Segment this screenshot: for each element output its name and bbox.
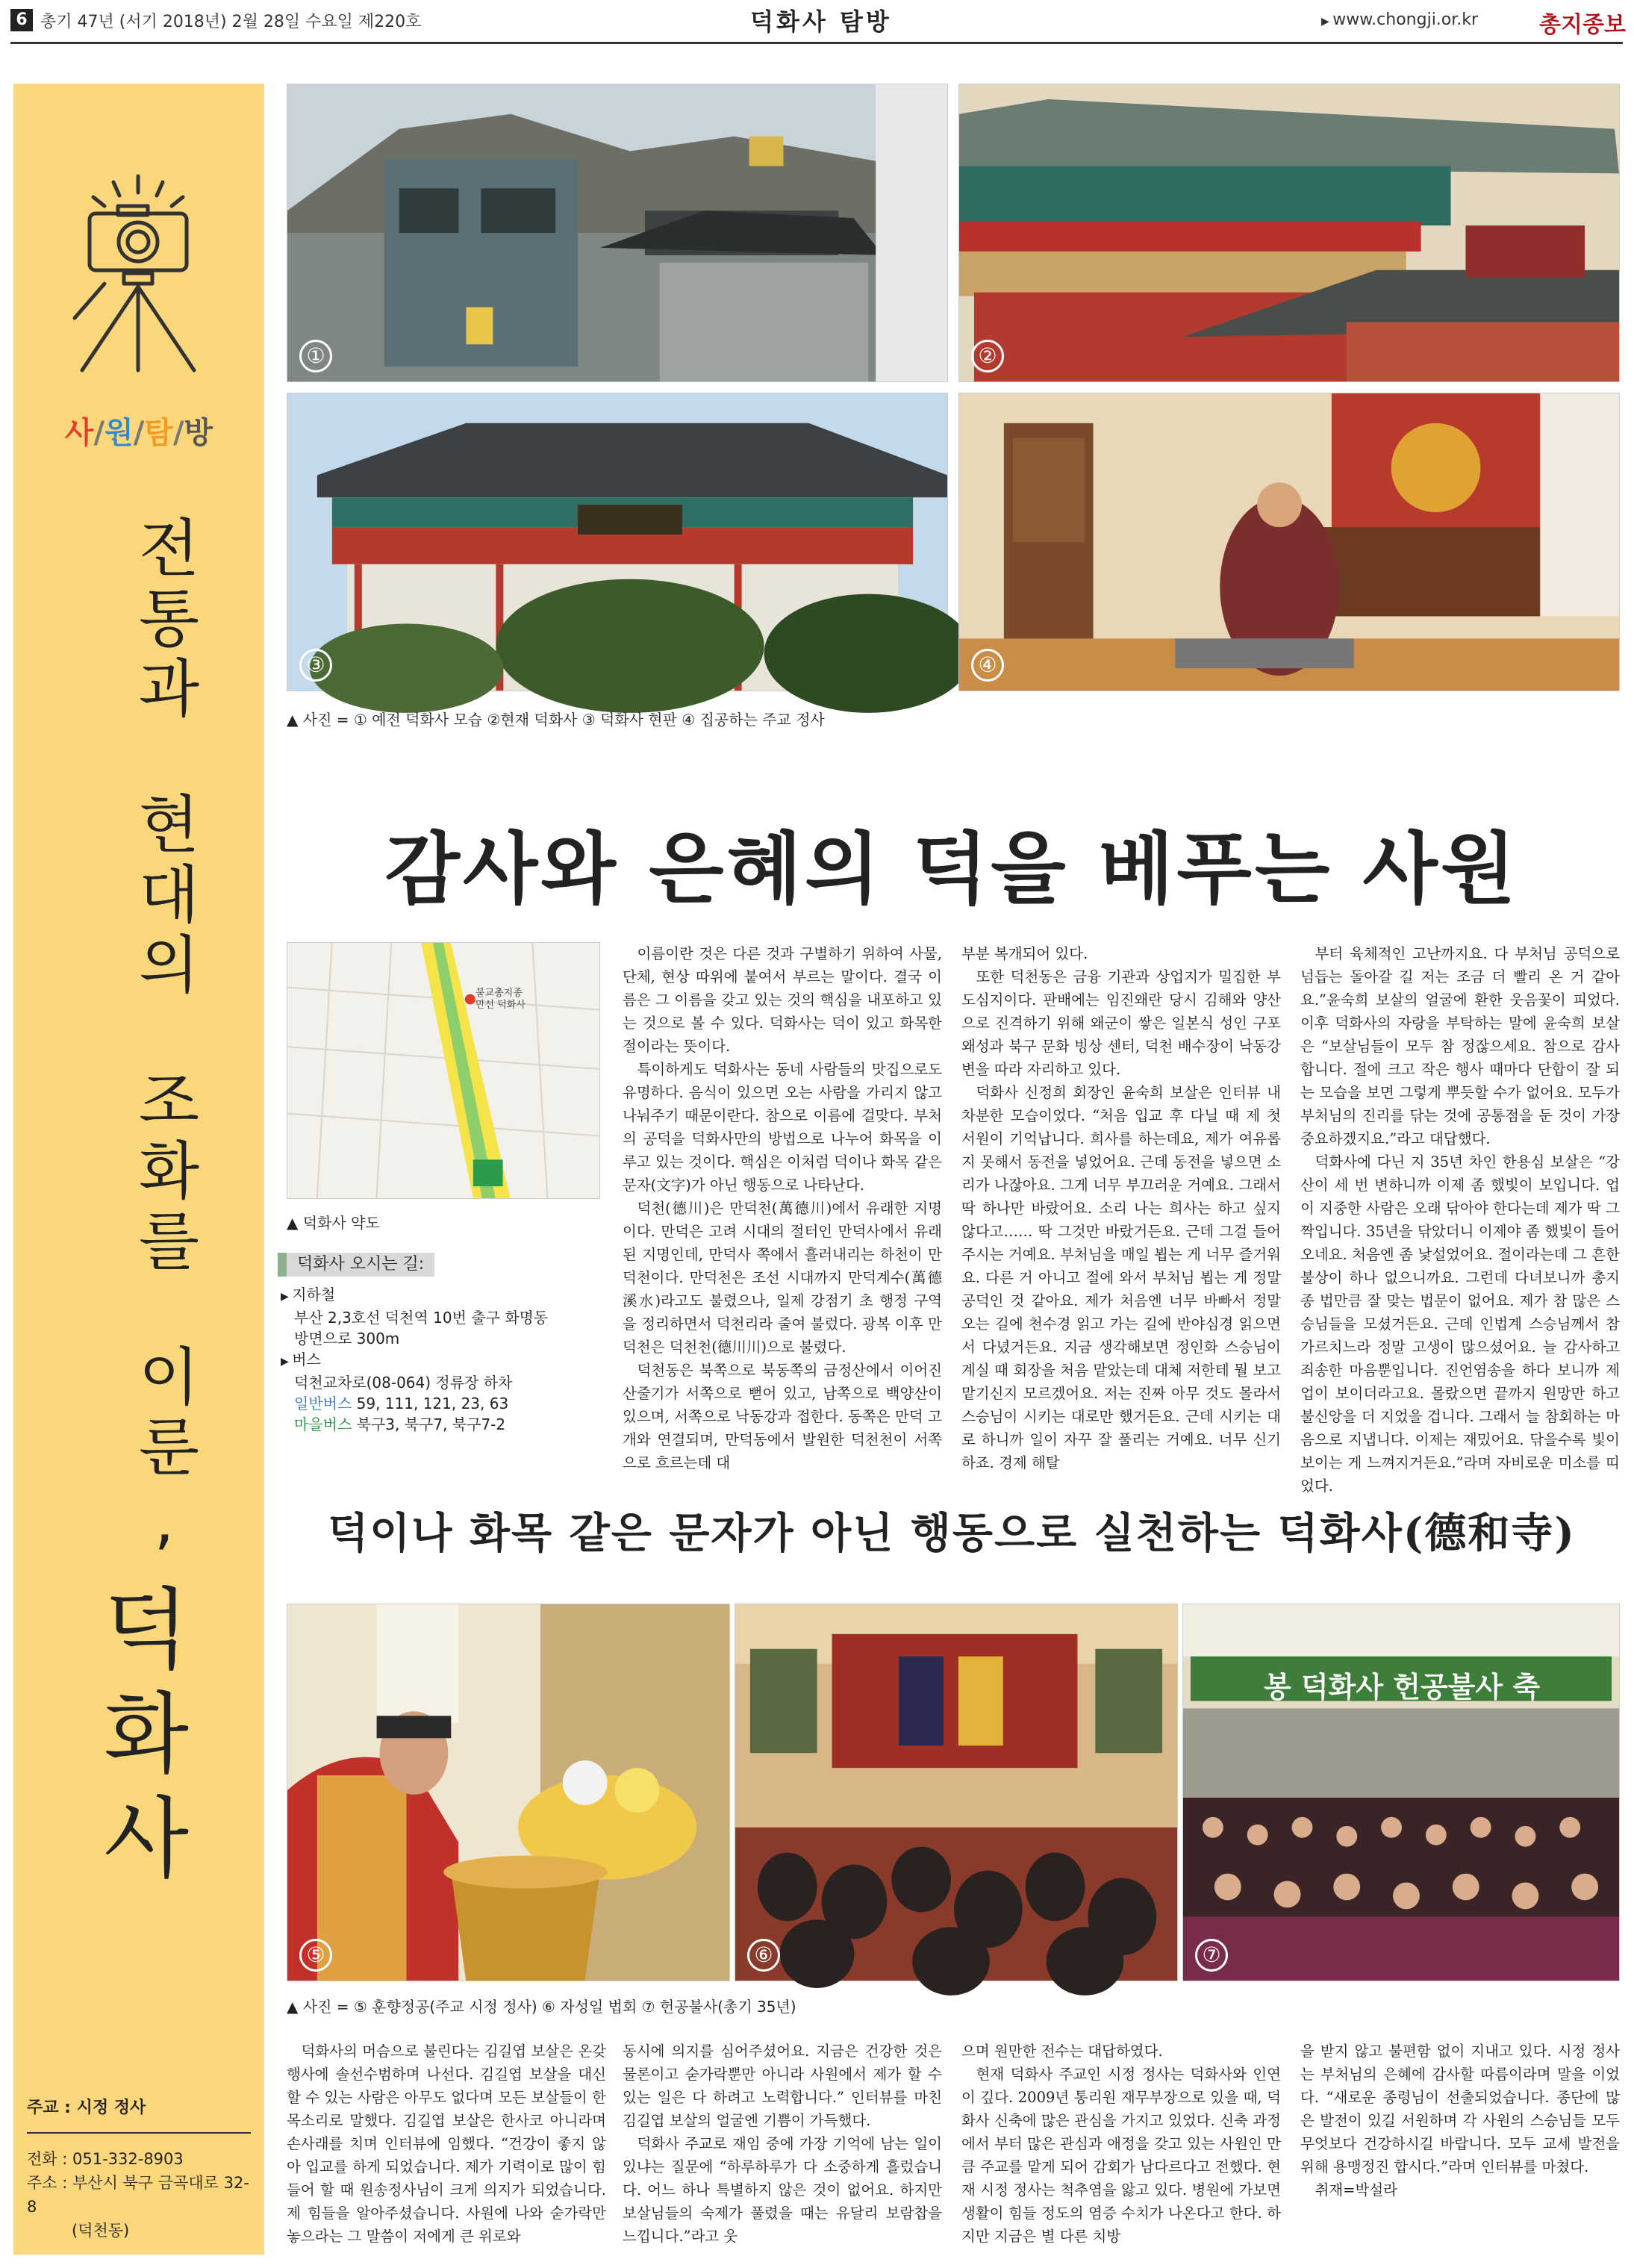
tab-char-4: 방 xyxy=(184,416,213,450)
photo-dharma-service xyxy=(735,1604,1178,1981)
photo-temple-signboard xyxy=(287,393,948,691)
paragraph: 이름이란 것은 다른 것과 구별하기 위하여 사물, 단체, 현상 따위에 붙여서 부르는 말이다. 결국 이름은 그 이름을 갖고 있는 것의 핵심을 내포하고 있는 것으로 볼 수 있다. 덕화사는 덕이 있고 화목한 절이라는 뜻이다. xyxy=(623,945,942,1055)
tab-char-1: 사 xyxy=(64,416,94,450)
photo-number-5: ⑤ xyxy=(299,1939,332,1972)
vertical-title xyxy=(30,515,254,1583)
page-header xyxy=(0,0,1634,48)
article2-col4-body xyxy=(1300,2040,1620,2178)
paragraph: 현재 덕화사 주교인 시정 정사는 덕화사와 인연이 깊다. 2009년 통리원 재무부장으로 있을 때, 덕화사 신축에 많은 관심을 가지고 있었다. 신축 과정에서 부터 많은 관심과 애정을 갖고 있는 사원인 만큼 주교를 맡게 되어 감회가 남다르다고 전했다. 현재 시정 정사는 척추염을 앓고 있다. 병원에 가보면 생활이 힘들 정도의 염증 수치가 나온다고 한다. 하지만 지금은 별 다른 치방 xyxy=(961,2066,1281,2245)
contact-address-2: (덕천동) xyxy=(72,2222,130,2240)
photo-number-2: ② xyxy=(971,340,1004,373)
bus-regular: 일반버스 59, 111, 121, 23, 63 xyxy=(294,1395,509,1412)
article1-col3 xyxy=(1300,942,1620,1495)
issue-info: 총기 47년 (서기 2018년) 2월 28일 수요일 제220호 xyxy=(40,13,422,31)
directions-box xyxy=(278,1253,606,1435)
ceremony-banner-text: 봉 덕화사 헌공불사 축 xyxy=(1263,1671,1541,1704)
vertical-title-line-4: 이룬, xyxy=(128,1344,201,1565)
article2-col3 xyxy=(961,2040,1281,2256)
paragraph: 부터 육체적인 고난까지요. 다 부처님 공덕으로 넘듭는 돌아갈 길 저는 조금 더 빨리 온 거 같아요.”윤숙희 보살의 얼굴에 환한 웃음꽃이 피었다. 이후 덕화사의 자랑을 부탁하는 말에 윤숙희 보살은 “보살님들이 모두 참 정잖으세요. 참으로 감사합니다. 절에 크고 작은 행사 때마다 단합이 잘 되는 모습을 보면 그렇게 뿌듯할 수가 없어요. 모두가 부처님의 진리를 닦는 것에 공통점을 둔 것이 가장 중요하겠지요.”라고 대답했다. xyxy=(1300,945,1620,1147)
paragraph: 덕화사의 머슴으로 불린다는 김길엽 보살은 온갖 행사에 솔선수범하며 나선다. 김길엽 보살을 대신할 수 있는 사람은 아무도 없다며 모든 보살들이 한 목소리로 말했다. 김길엽 보살은 한사코 아니라며 손사래를 치며 인터뷰에 임했다. “건강이 좋지 않아 입교를 하게 되었습니다. 제가 기력이로 많이 힘들어 할 때 원송정사님이 크게 의지가 되었습니다. 제 힘들을 알아주셨습니다. 사원에 나와 숟가락만 놓으라는 그 말씀이 저에게 큰 위로와 xyxy=(287,2043,606,2245)
paragraph: 특이하게도 덕화사는 동네 사람들의 맛집으로도 유명하다. 음식이 있으면 오는 사람을 가리지 않고 나눠주기 때문이란다. 참으로 이름에 걸맞다. 부처의 공덕을 덕화사만의 방법으로 나누어 화목을 이루고 있는 것이다. 핵심은 이처럼 덕이나 화목 같은 문자(文字)가 아닌 행동으로 나타난다. xyxy=(623,1061,942,1194)
map-labels: 불교총지종 만선 덕화사 xyxy=(475,988,526,1011)
bus-label: ▶ 버스 xyxy=(281,1349,606,1372)
vertical-title-line-1: 전통과 xyxy=(128,515,201,726)
paragraph: 을 받지 않고 불편함 없이 지내고 있다. 시정 정사는 부처님의 은혜에 감사할 따름이라며 말을 이었다. “새로운 종령님이 선출되었습니다. 종단에 많은 발전이 있길 서원하며 각 사원의 스승님들 모두 무엇보다 건강하시길 바랍니다. 모두 교세 발전을 위해 용맹정진 합시다.”라며 인터뷰를 마쳤다. xyxy=(1300,2043,1620,2175)
photo-incense-offering xyxy=(287,1604,730,1981)
photo-new-temple xyxy=(958,84,1620,382)
bottom-photo-caption: ▲ 사진 = ⑤ 훈향정공(주교 시정 정사) ⑥ 자성일 법회 ⑦ 헌공불사(총기 35년) xyxy=(287,1995,1620,2016)
tab-char-2: 원 xyxy=(105,416,134,450)
paragraph: 덕천동은 북쪽으로 북동쪽의 금정산에서 이어진 산줄기가 서쪽으로 뻗어 있고, 남쪽으로 백양산이 있으며, 서쪽으로 낙동강과 접한다. 동쪽은 만덕 고개와 연결되며, 만덕동에서 발원한 덕천천이 서쪽으로 흐르는데 대 xyxy=(623,1362,942,1471)
subway-text-2: 방면으로 300m xyxy=(294,1330,400,1348)
article2-byline: 취재=박설라 xyxy=(1315,2181,1398,2199)
photo-old-temple-image xyxy=(287,84,947,381)
top-photo-caption: ▲ 사진 = ① 예전 덕화사 모습 ②현재 덕화사 ③ 덕화사 현판 ④ 집공하는 주교 정사 xyxy=(287,708,1620,729)
sidebar-tabs: 사/원/탐/방 xyxy=(64,416,213,450)
paragraph: 덕화사에 다닌 지 35년 차인 한용심 보살은 “강산이 세 번 변하니까 이제 좀 했빛이 보입니다. 업이 지중한 사람은 오래 닦아야 한다는데 제가 딱 그 짝입니다. 35년을 닦았더니 이제야 좀 했빛이 들어오네요. 처음엔 좀 낯설었어요. 절이라는데 그 흔한 불상이 하나 없으니까요. 그런데 다녀보니까 총지종 법만큼 잘 맞는 법문이 없어요. 제가 참 많은 스승님들을 모셨거든요. 근데 인법계 스승님께서 참 가르치느라 정말 고생이 많으셨어요. 늘 감사하고 죄송한 마음뿐입니다. 진언염송을 하다 보니까 제 업이 보이더라고요. 몰랐으면 끝까지 원망만 하고 불신앙을 더 지었을 겁니다. 그래서 늘 참회하는 마음으로 지냅니다. 이제는 재밌어요. 닦을수록 빛이 보이는 게 느껴지거든요.”라며 자비로운 미소를 띠었다. xyxy=(1300,1153,1620,1495)
camera-tripod-icon xyxy=(60,169,216,378)
site-url[interactable]: ▶ www.chongji.or.kr xyxy=(1321,10,1478,29)
vertical-title-line-2: 현대의 xyxy=(128,791,201,1002)
photo-number-3: ③ xyxy=(299,649,332,682)
photo-number-6: ⑥ xyxy=(747,1939,780,1972)
contact-phone: 전화 : 051-332-8903 xyxy=(27,2150,184,2168)
vertical-title-line-3: 조화를 xyxy=(128,1068,201,1278)
contact-divider xyxy=(27,2132,251,2134)
vertical-title-big: 덕화사 xyxy=(87,1583,190,1896)
subway-label: ▶ 지하철 xyxy=(281,1284,606,1307)
headline: 감사와 은혜의 덕을 베푸는 사원 xyxy=(384,823,1519,915)
photo-number-4: ④ xyxy=(971,649,1004,682)
paragraph: 덕천(德川)은 만덕천(萬德川)에서 유래한 지명이다. 만덕은 고려 시대의 절터인 만덕사에서 유래된 지명인데, 만덕사 쪽에서 흘러내리는 하천이 만덕천이다. 만덕천은 조선 시대까지 만덕계수(萬德溪水)라고도 불렸으나, 일제 강점기 초 행정 구역을 정리하면서 덕천리라 줄여 불렀다. 광복 이후 만덕천은 덕천천(德川川)으로 불렸다. xyxy=(623,1200,942,1356)
contact-box xyxy=(27,2096,251,2243)
map-image xyxy=(287,942,600,1199)
photo-old-temple xyxy=(287,84,948,382)
newspaper-brand: 총지종보 xyxy=(1539,12,1626,38)
map-caption: ▲ 덕화사 약도 xyxy=(287,1211,380,1233)
paragraph: 덕화사 주교로 재임 중에 가장 기억에 남는 일이 있냐는 질문에 “하루하루가 다 소중하게 흘렀습니다. 어느 하나 특별하지 않은 것이 없어요. 하지만 보살님들의 숙제가 풀렸을 때는 유달리 보람찹을 느낍니다.”라고 웃 xyxy=(623,2135,942,2245)
photo-number-7: ⑦ xyxy=(1195,1939,1228,1972)
article2-col2 xyxy=(623,2040,942,2256)
paragraph: 동시에 의지를 심어주셨어요. 지금은 건강한 것은 물론이고 숟가락뿐만 아니라 사원에서 제가 할 수 있는 일은 다 하려고 노력합니다.” 인터뷰를 마친 김길엽 보살의 얼굴엔 기쁨이 가득했다. xyxy=(623,2043,942,2129)
paragraph: 부분 복개되어 있다. xyxy=(961,945,1088,962)
paragraph: 덕화사 신정희 회장인 윤숙희 보살은 인터뷰 내 차분한 모습이었다. “처음 입교 후 다닐 때 제 첫 서원이 기억납니다. 희사를 하는데요, 제가 여유롭지 못해서 동전을 넣었어요. 근데 동전을 넣으면 소리가 나잖아요. 그게 너무 부끄러운 거예요. 그래서 딱 하나만 바랐어요. 소리 나는 희사는 하고 싶지 않다고…… 딱 그것만 바랐거든요. 근데 그걸 들어주시는 거예요. 부처님을 매일 뵙는 게 너무 즐거워요. 다른 거 아니고 절에 와서 부처님 뵙는 게 정말 공덕인 것 같아요. 제가 처음엔 너무 바빠서 정말 오는 길에 천수경 읽고 가는 길에 반야심경 읽으면서 다녔거든요. 지금 생각해보면 정인화 스승님이 계실 때 회장을 처음 맡았는데 대체 저한테 뭘 보고 맡기신지 모르겠어요. 저는 진짜 아무 것도 몰라서 스승님이 시키는 대로만 했거든요. 근데 시키는 대로 하니까 일이 자꾸 잘 풀리는 거예요. 너무 신기하죠. 경제 해탈 xyxy=(961,1084,1281,1471)
article2-col1 xyxy=(287,2040,606,2256)
section-title: 덕화사 탐방 xyxy=(750,7,892,36)
article1-col1 xyxy=(623,942,942,1471)
paragraph: 으며 원만한 전수는 대답하였다. xyxy=(961,2043,1163,2060)
page-number: 6 xyxy=(10,9,33,31)
photo-offering-ceremony xyxy=(1182,1604,1620,1981)
tab-char-3: 탐 xyxy=(144,416,173,450)
subheadline: 덕이나 화목 같은 문자가 아닌 행동으로 실천하는 덕화사(德和寺) xyxy=(328,1509,1576,1558)
bus-village: 마을버스 북구3, 북구7, 북구7-2 xyxy=(294,1415,506,1433)
bus-stop: 덕천교차로(08-064) 정류장 하차 xyxy=(294,1374,513,1392)
header-rule xyxy=(10,42,1623,44)
article2-col4 xyxy=(1300,2040,1620,2256)
subway-text-1: 부산 2,3호선 덕천역 10번 출구 화명동 xyxy=(294,1309,549,1327)
contact-head: 주교 : 시정 정사 xyxy=(27,2099,146,2117)
directions-title: 덕화사 오시는 길: xyxy=(278,1253,434,1277)
article1-col2 xyxy=(961,942,1281,1471)
photo-priest-praying xyxy=(958,393,1620,691)
contact-address: 주소 : 부산시 북구 금곡대로 32-8 xyxy=(27,2174,249,2216)
photo-number-1: ① xyxy=(299,340,332,373)
paragraph: 또한 덕천동은 금융 기관과 상업지가 밀집한 부도심지이다. 판배에는 임진왜란 당시 김해와 양산으로 진격하기 위해 왜군이 쌓은 일본식 성인 구포 왜성과 북구 문화 빙상 센터, 덕천 배수장이 낙동강변을 따라 자리하고 있다. xyxy=(961,968,1281,1078)
